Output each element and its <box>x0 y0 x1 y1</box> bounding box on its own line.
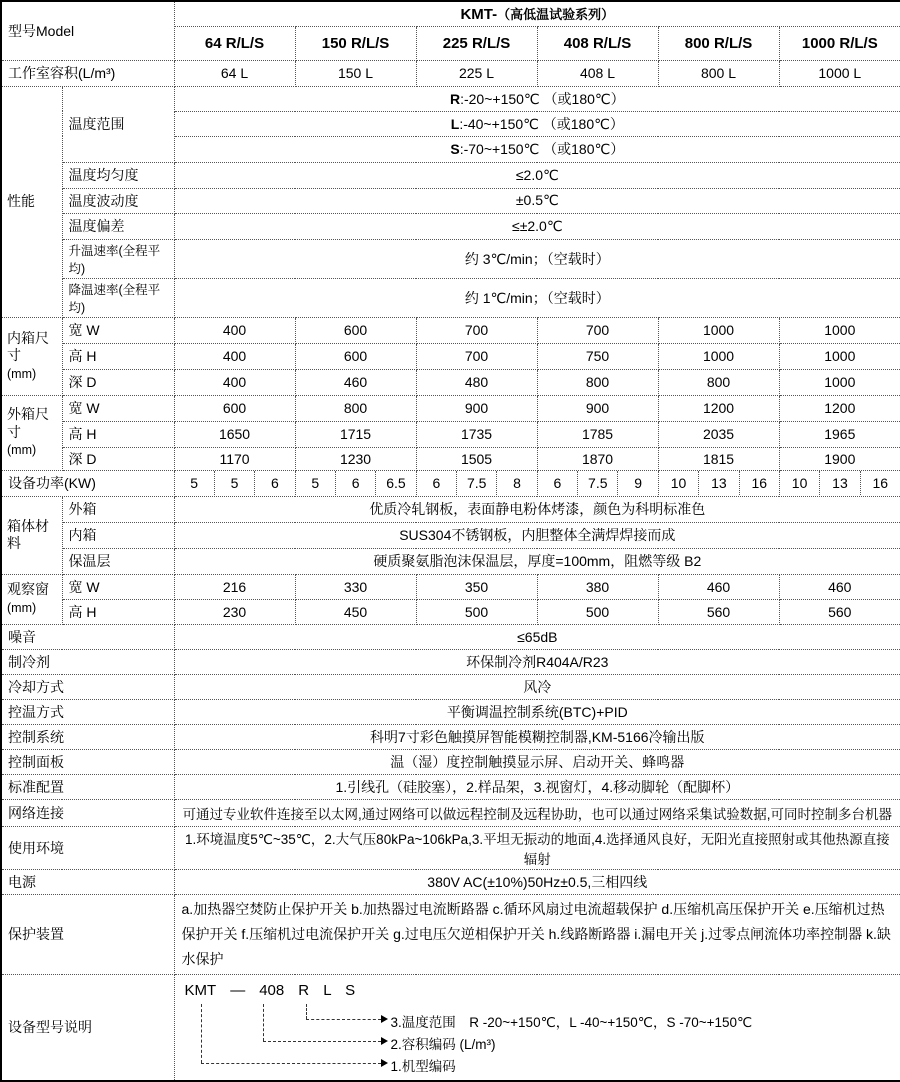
power-value: 6 <box>335 471 375 495</box>
temp-range-label: 温度范围 <box>62 86 174 162</box>
model-code-letters: R L S <box>298 982 361 1000</box>
inner-width-value: 700 <box>416 317 537 343</box>
outer-height-value: 1785 <box>537 421 658 447</box>
window-height-value: 450 <box>295 599 416 624</box>
window-unit: (mm) <box>7 600 37 615</box>
temp-control-value: 平衡调温控制系统(BTC)+PID <box>174 699 900 724</box>
window-height-value: 500 <box>416 599 537 624</box>
outer-size-unit: (mm) <box>7 443 37 458</box>
legend-connector-line <box>201 1063 381 1064</box>
outer-depth-value: 1870 <box>537 447 658 470</box>
inner-width-value: 400 <box>174 317 295 343</box>
window-width-value: 330 <box>295 574 416 599</box>
power-value: 7.5 <box>456 471 496 495</box>
inner-size-unit: (mm) <box>7 366 37 381</box>
inner-depth-value: 460 <box>295 369 416 395</box>
window-height-value: 560 <box>779 599 900 624</box>
legend-connector-line <box>306 1019 381 1020</box>
window-height-value: 230 <box>174 599 295 624</box>
power-value: 13 <box>819 471 859 495</box>
outer-width-value: 900 <box>416 395 537 421</box>
power-value: 6.5 <box>375 471 415 495</box>
legend-note-machine-code: 1.机型编码 <box>390 1059 456 1075</box>
legend-connector-line <box>263 1041 381 1042</box>
model-column-header: 64 R/L/S <box>174 26 295 60</box>
power-value: 16 <box>739 471 779 495</box>
series-title-cell <box>174 1 900 26</box>
temp-range-r-prefix: R <box>449 90 461 107</box>
inner-height-value: 1000 <box>658 343 779 369</box>
inner-depth-value: 400 <box>174 369 295 395</box>
temp-range-l-prefix: L <box>450 115 460 132</box>
deviation-label: 温度偏差 <box>62 213 174 239</box>
outer-width-value: 900 <box>537 395 658 421</box>
inner-depth-value: 1000 <box>779 369 900 395</box>
uniformity-label: 温度均匀度 <box>62 162 174 188</box>
fluctuation-value: ±0.5℃ <box>174 188 900 213</box>
power-values-cell <box>174 470 900 496</box>
outer-size-title: 外箱尺寸 <box>7 406 49 440</box>
outer-width-value: 1200 <box>658 395 779 421</box>
material-outer-value: 优质冷轧钢板，表面静电粉体烤漆，颜色为科明标准色 <box>174 496 900 522</box>
outer-depth-value: 1815 <box>658 447 779 470</box>
noise-label: 噪音 <box>1 624 174 649</box>
power-value: 9 <box>617 471 657 495</box>
outer-width-value: 1200 <box>779 395 900 421</box>
outer-depth-value: 1170 <box>174 447 295 470</box>
power-supply-label: 电源 <box>1 869 174 894</box>
cooling-method-value: 风冷 <box>174 674 900 699</box>
outer-depth-value: 1230 <box>295 447 416 470</box>
window-width-value: 460 <box>779 574 900 599</box>
deviation-value: ≤±2.0℃ <box>174 213 900 239</box>
performance-group-label: 性能 <box>1 86 62 317</box>
refrigerant-label: 制冷剂 <box>1 649 174 674</box>
power-value: 5 <box>214 471 254 495</box>
control-panel-value: 温（湿）度控制触摸显示屏、启动开关、蜂鸣器 <box>174 749 900 774</box>
inner-width-label: 宽 W <box>62 317 174 343</box>
volume-value: 1000 L <box>779 60 900 86</box>
inner-width-value: 1000 <box>779 317 900 343</box>
model-code-volume: 408 <box>259 982 285 1000</box>
heating-rate-value: 约 3℃/min；（空载时） <box>174 239 900 278</box>
model-column-header: 225 R/L/S <box>416 26 537 60</box>
model-column-header: 1000 R/L/S <box>779 26 900 60</box>
outer-height-value: 1715 <box>295 421 416 447</box>
material-outer-label: 外箱 <box>62 496 174 522</box>
temp-range-l-text: :-40~+150℃ （或180℃） <box>459 115 624 132</box>
cooling-rate-value: 约 1℃/min；（空载时） <box>174 278 900 317</box>
protection-value: a.加热器空焚防止保护开关 b.加热器过电流断路器 c.循环风扇过电流超载保护 d.压缩机高压保护开关 e.压缩机过热保护开关 f.压缩机过电流保护开关 g.过电压欠逆相保护开关 h.线路断路器 i.漏电开关 j.过零点闸流体功率控制器 k.缺水保护 <box>174 894 900 975</box>
window-width-label: 宽 W <box>62 574 174 599</box>
legend-note-volume-code: 2.容积编码 (L/m³) <box>390 1037 496 1053</box>
inner-depth-value: 800 <box>658 369 779 395</box>
outer-height-label: 高 H <box>62 421 174 447</box>
window-title: 观察窗 <box>7 581 49 598</box>
outer-height-value: 1735 <box>416 421 537 447</box>
standard-config-value: 1.引线孔（硅胶塞），2.样品架，3.视窗灯，4.移动脚轮（配脚杯） <box>174 774 900 799</box>
series-title-suffix: （高低温试验系列） <box>497 7 615 23</box>
power-value: 6 <box>537 471 577 495</box>
model-code-diagram <box>175 975 900 1079</box>
temp-range-s-prefix: S <box>450 141 460 157</box>
window-width-value: 216 <box>174 574 295 599</box>
material-insulation-value: 硬质聚氨脂泡沫保温层，厚度=100mm，阻燃等级 B2 <box>174 548 900 574</box>
model-code-dash-icon: — <box>230 982 246 1000</box>
outer-width-value: 800 <box>295 395 416 421</box>
model-column-header: 150 R/L/S <box>295 26 416 60</box>
temp-range-l <box>174 111 900 136</box>
window-width-value: 380 <box>537 574 658 599</box>
power-supply-value: 380V AC(±10%)50Hz±0.5,三相四线 <box>174 869 900 894</box>
outer-depth-value: 1505 <box>416 447 537 470</box>
inner-width-value: 1000 <box>658 317 779 343</box>
outer-width-value: 600 <box>174 395 295 421</box>
inner-size-group-label <box>1 317 62 395</box>
power-value: 5 <box>295 471 335 495</box>
control-system-value: 科明7寸彩色触摸屏智能模糊控制器,KM-5166冷输出版 <box>174 724 900 749</box>
noise-value: ≤65dB <box>174 624 900 649</box>
outer-height-value: 1650 <box>174 421 295 447</box>
environment-label: 使用环境 <box>1 826 174 869</box>
inner-depth-label: 深 D <box>62 369 174 395</box>
network-value: 可通过专业软件连接至以太网,通过网络可以做远程控制及远程协助，也可以通过网络采集试验数据,可同时控制多台机器 <box>174 799 900 826</box>
volume-value: 64 L <box>174 60 295 86</box>
cooling-method-label: 冷却方式 <box>1 674 174 699</box>
model-code-prefix: KMT <box>184 982 217 1000</box>
network-label: 网络连接 <box>1 799 174 826</box>
volume-value: 225 L <box>416 60 537 86</box>
outer-width-label: 宽 W <box>62 395 174 421</box>
material-inner-value: SUS304不锈钢板，内胆整体全满焊焊接而成 <box>174 522 900 548</box>
power-row-label: 设备功率(KW) <box>1 470 174 496</box>
volume-value: 150 L <box>295 60 416 86</box>
arrow-right-icon <box>381 1059 388 1067</box>
legend-connector-line <box>201 1004 202 1063</box>
model-column-header: 800 R/L/S <box>658 26 779 60</box>
inner-height-value: 750 <box>537 343 658 369</box>
arrow-right-icon <box>381 1015 388 1023</box>
environment-value: 1.环境温度5℃~35℃，2.大气压80kPa~106kPa,3.平坦无振动的地面,4.选择通风良好，无阳光直接照射或其他热源直接辐射 <box>174 826 900 869</box>
power-value: 8 <box>496 471 536 495</box>
inner-depth-value: 800 <box>537 369 658 395</box>
inner-width-value: 700 <box>537 317 658 343</box>
power-value: 5 <box>190 475 199 491</box>
material-inner-label: 内箱 <box>62 522 174 548</box>
window-width-value: 350 <box>416 574 537 599</box>
refrigerant-value: 环保制冷剂R404A/R23 <box>174 649 900 674</box>
model-code-line <box>185 982 361 999</box>
material-insulation-label: 保温层 <box>62 548 174 574</box>
control-system-label: 控制系统 <box>1 724 174 749</box>
volume-value: 800 L <box>658 60 779 86</box>
power-value: 10 <box>779 471 819 495</box>
model-legend-cell <box>174 975 900 1081</box>
arrow-right-icon <box>381 1037 388 1045</box>
power-values-row <box>175 471 900 495</box>
inner-width-value: 600 <box>295 317 416 343</box>
power-value: 10 <box>658 471 698 495</box>
volume-value: 408 L <box>537 60 658 86</box>
inner-height-value: 600 <box>295 343 416 369</box>
inner-height-value: 400 <box>174 343 295 369</box>
inner-height-value: 1000 <box>779 343 900 369</box>
inner-height-value: 700 <box>416 343 537 369</box>
outer-size-group-label <box>1 395 62 470</box>
heating-rate-label: 升温速率(全程平均) <box>62 239 174 278</box>
legend-connector-line <box>263 1004 264 1041</box>
fluctuation-label: 温度波动度 <box>62 188 174 213</box>
power-value: 6 <box>254 471 294 495</box>
power-value: 13 <box>698 471 738 495</box>
power-value: 7.5 <box>577 471 617 495</box>
materials-group-label: 箱体材料 <box>1 496 62 574</box>
temp-range-s <box>174 136 900 162</box>
model-column-header: 408 R/L/S <box>537 26 658 60</box>
inner-size-title: 内箱尺寸 <box>7 329 49 364</box>
inner-depth-value: 480 <box>416 369 537 395</box>
control-panel-label: 控制面板 <box>1 749 174 774</box>
window-width-value: 460 <box>658 574 779 599</box>
temp-control-label: 控温方式 <box>1 699 174 724</box>
standard-config-label: 标准配置 <box>1 774 174 799</box>
temp-range-r-text: :-20~+150℃ （或180℃） <box>460 90 625 107</box>
legend-note-temp-range: 3.温度范围 R -20~+150℃，L -40~+150℃，S -70~+150℃ <box>390 1015 753 1031</box>
window-height-value: 560 <box>658 599 779 624</box>
series-title-prefix: KMT- <box>460 6 498 24</box>
window-height-label: 高 H <box>62 599 174 624</box>
outer-height-value: 1965 <box>779 421 900 447</box>
outer-depth-label: 深 D <box>62 447 174 470</box>
model-legend-label: 设备型号说明 <box>1 975 174 1081</box>
window-height-value: 500 <box>537 599 658 624</box>
volume-row-label: 工作室容积(L/m³) <box>1 60 174 86</box>
inner-height-label: 高 H <box>62 343 174 369</box>
uniformity-value: ≤2.0℃ <box>174 162 900 188</box>
outer-height-value: 2035 <box>658 421 779 447</box>
outer-depth-value: 1900 <box>779 447 900 470</box>
cooling-rate-label: 降温速率(全程平均) <box>62 278 174 317</box>
power-value: 6 <box>416 471 456 495</box>
temp-range-s-text: :-70~+150℃ （或180℃） <box>459 141 625 157</box>
protection-label: 保护装置 <box>1 894 174 975</box>
window-group-label <box>1 574 62 624</box>
model-header-label: 型号Model <box>1 1 174 60</box>
power-value: 16 <box>860 471 900 495</box>
temp-range-r <box>174 86 900 111</box>
